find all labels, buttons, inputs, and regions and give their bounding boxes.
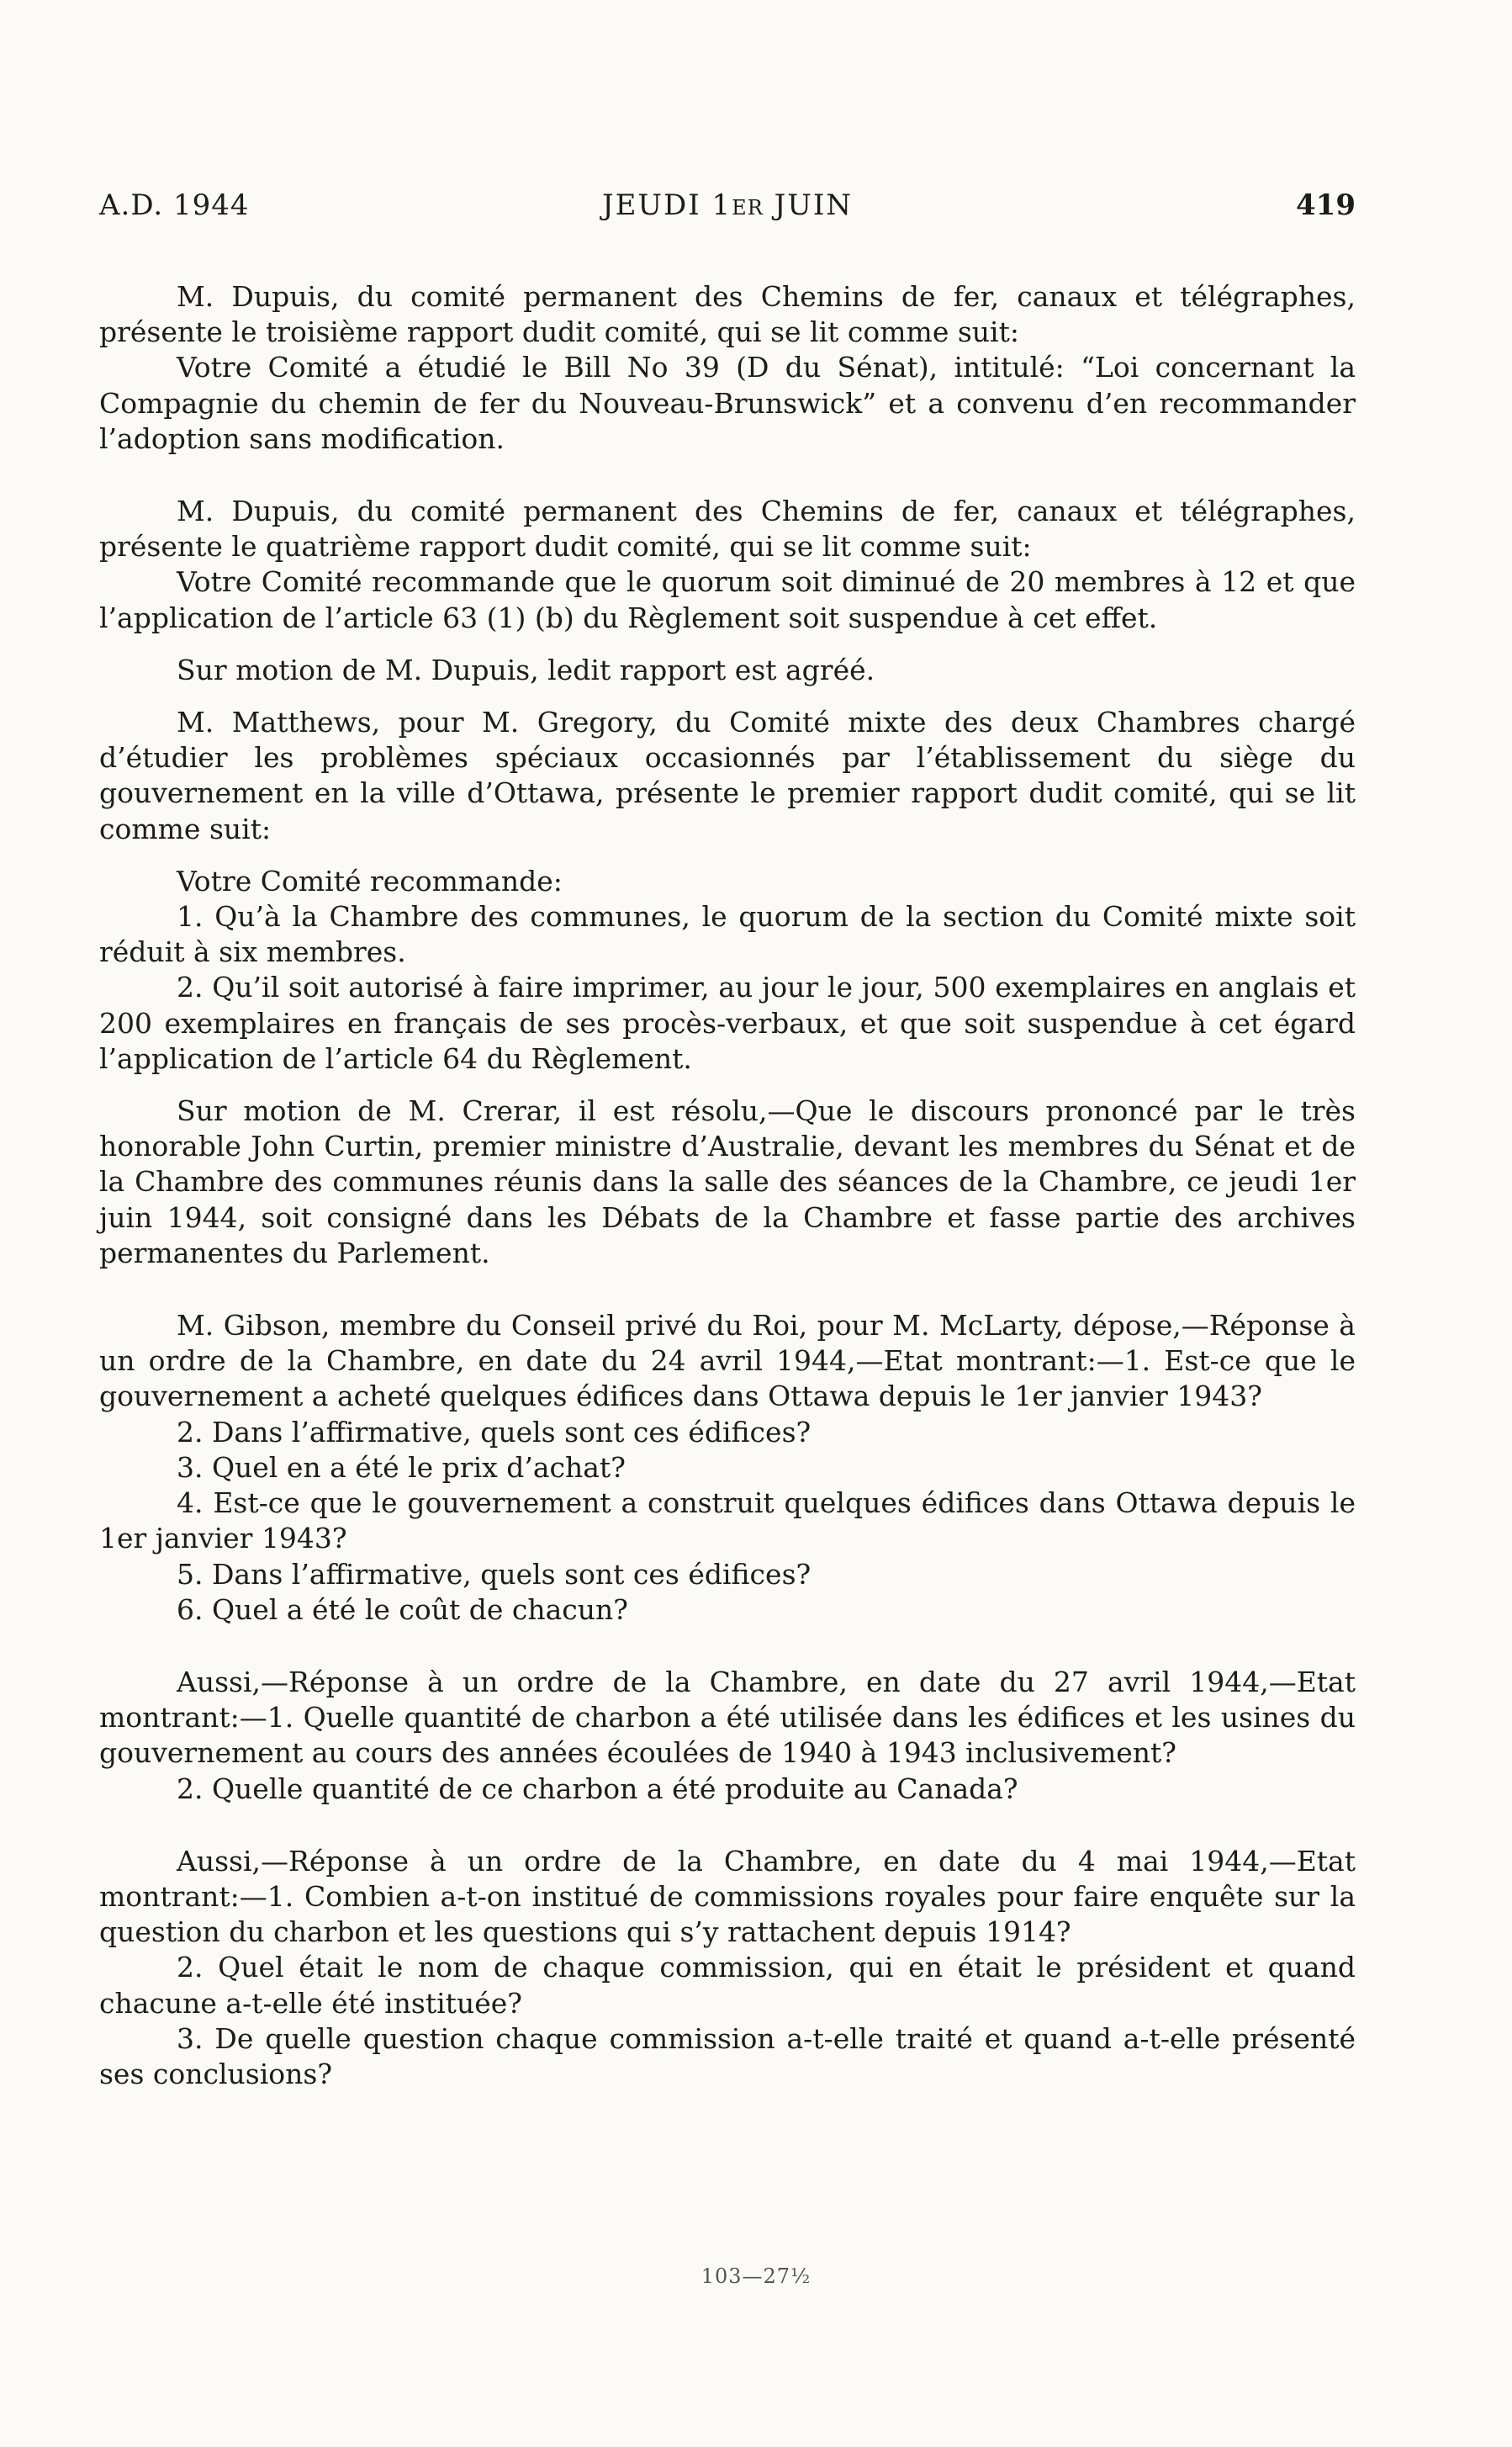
- list-item: 2. Quelle quantité de ce charbon a été produite au Canada?: [177, 1772, 1018, 1805]
- header-date: JEUDI 1ER JUIN: [601, 188, 854, 222]
- paragraph: Aussi,—Réponse à un ordre de la Chambre, en date du 27 avril 1944,—Etat montrant:—1. Quelle quantité de charbon a été utilisée dans les édifices et les usines du gouvernement au cours des années écoulées de 1940 à 1943 inclusivement?: [99, 1665, 1356, 1770]
- list-item: 4. Est-ce que le gouvernement a construit quelques édifices dans Ottawa depuis le 1er janvier 1943?: [99, 1486, 1356, 1555]
- list-item: 3. De quelle question chaque commission a-t-elle traité et quand a-t-elle présenté ses conclusions?: [99, 2021, 1356, 2090]
- list-item: 2. Dans l’affirmative, quels sont ces édifices?: [177, 1415, 812, 1449]
- paragraph: Votre Comité recommande que le quorum soit diminué de 20 membres à 12 et que l’application de l’article 63 (1) (b) du Règlement soit suspendue à cet effet.: [99, 565, 1356, 634]
- page-number: 419: [1296, 188, 1356, 222]
- list-item: 5. Dans l’affirmative, quels sont ces édifices?: [177, 1557, 812, 1591]
- paragraph: M. Matthews, pour M. Gregory, du Comité mixte des deux Chambres chargé d’étudier les problèmes spéciaux occasionnés par l’établissement du siège du gouvernement en la ville d’Ottawa, présente le premier rapport dudit comité, qui se lit comme suit:: [99, 706, 1356, 845]
- body-text: [99, 279, 1356, 2092]
- paragraph: Sur motion de M. Crerar, il est résolu,—Que le discours prononcé par le très honorable John Curtin, premier ministre d’Australie, devant les membres du Sénat et de la Chambre des communes réunis dans la salle des séances de la Chambre, ce jeudi 1er juin 1944, soit consigné dans les Débats de la Chambre et fasse partie des archives permanentes du Parlement.: [99, 1094, 1356, 1269]
- paragraph: M. Gibson, membre du Conseil privé du Roi, pour M. McLarty, dépose,—Réponse à un ordre de la Chambre, en date du 24 avril 1944,—Etat montrant:—1. Est-ce que le gouvernement a acheté quelques édifices dans Ottawa depuis le 1er janvier 1943?: [99, 1309, 1356, 1413]
- paragraph: M. Dupuis, du comité permanent des Chemins de fer, canaux et télégraphes, présente le troisième rapport dudit comité, qui se lit comme suit:: [99, 280, 1356, 349]
- list-item: 6. Quel a été le coût de chacun?: [177, 1592, 628, 1626]
- paragraph: M. Dupuis, du comité permanent des Chemins de fer, canaux et télégraphes, présente le quatrième rapport dudit comité, qui se lit comme suit:: [99, 495, 1356, 564]
- running-header: [99, 188, 1356, 236]
- list-item: 3. Quel en a été le prix d’achat?: [177, 1450, 626, 1484]
- signature-mark: 103—27½: [700, 2264, 812, 2288]
- paragraph: Votre Comité a étudié le Bill No 39 (D du Sénat), intitulé: “Loi concernant la Compagnie du chemin de fer du Nouveau-Brunswick” et a convenu d’en recommander l’adoption sans modification.: [99, 351, 1356, 455]
- list-item: 2. Quel était le nom de chaque commission, qui en était le président et quand chacune a-t-elle été instituée?: [99, 1951, 1356, 2020]
- list-item: 1. Qu’à la Chambre des communes, le quorum de la section du Comité mixte soit réduit à six membres.: [99, 900, 1356, 969]
- paragraph: Sur motion de M. Dupuis, ledit rapport est agréé.: [177, 653, 875, 686]
- paragraph: Aussi,—Réponse à un ordre de la Chambre, en date du 4 mai 1944,—Etat montrant:—1. Combien a-t-on institué de commissions royales pour faire enquête sur la question du charbon et les questions qui s’y rattachent depuis 1914?: [99, 1844, 1356, 1949]
- paragraph: Votre Comité recommande:: [177, 864, 563, 898]
- header-year: A.D. 1944: [99, 188, 250, 222]
- list-item: 2. Qu’il soit autorisé à faire imprimer, au jour le jour, 500 exemplaires en anglais et 200 exemplaires en français de ses procès-verbaux, et que soit suspendue à cet égard l’application de l’article 64 du Règlement.: [99, 971, 1356, 1075]
